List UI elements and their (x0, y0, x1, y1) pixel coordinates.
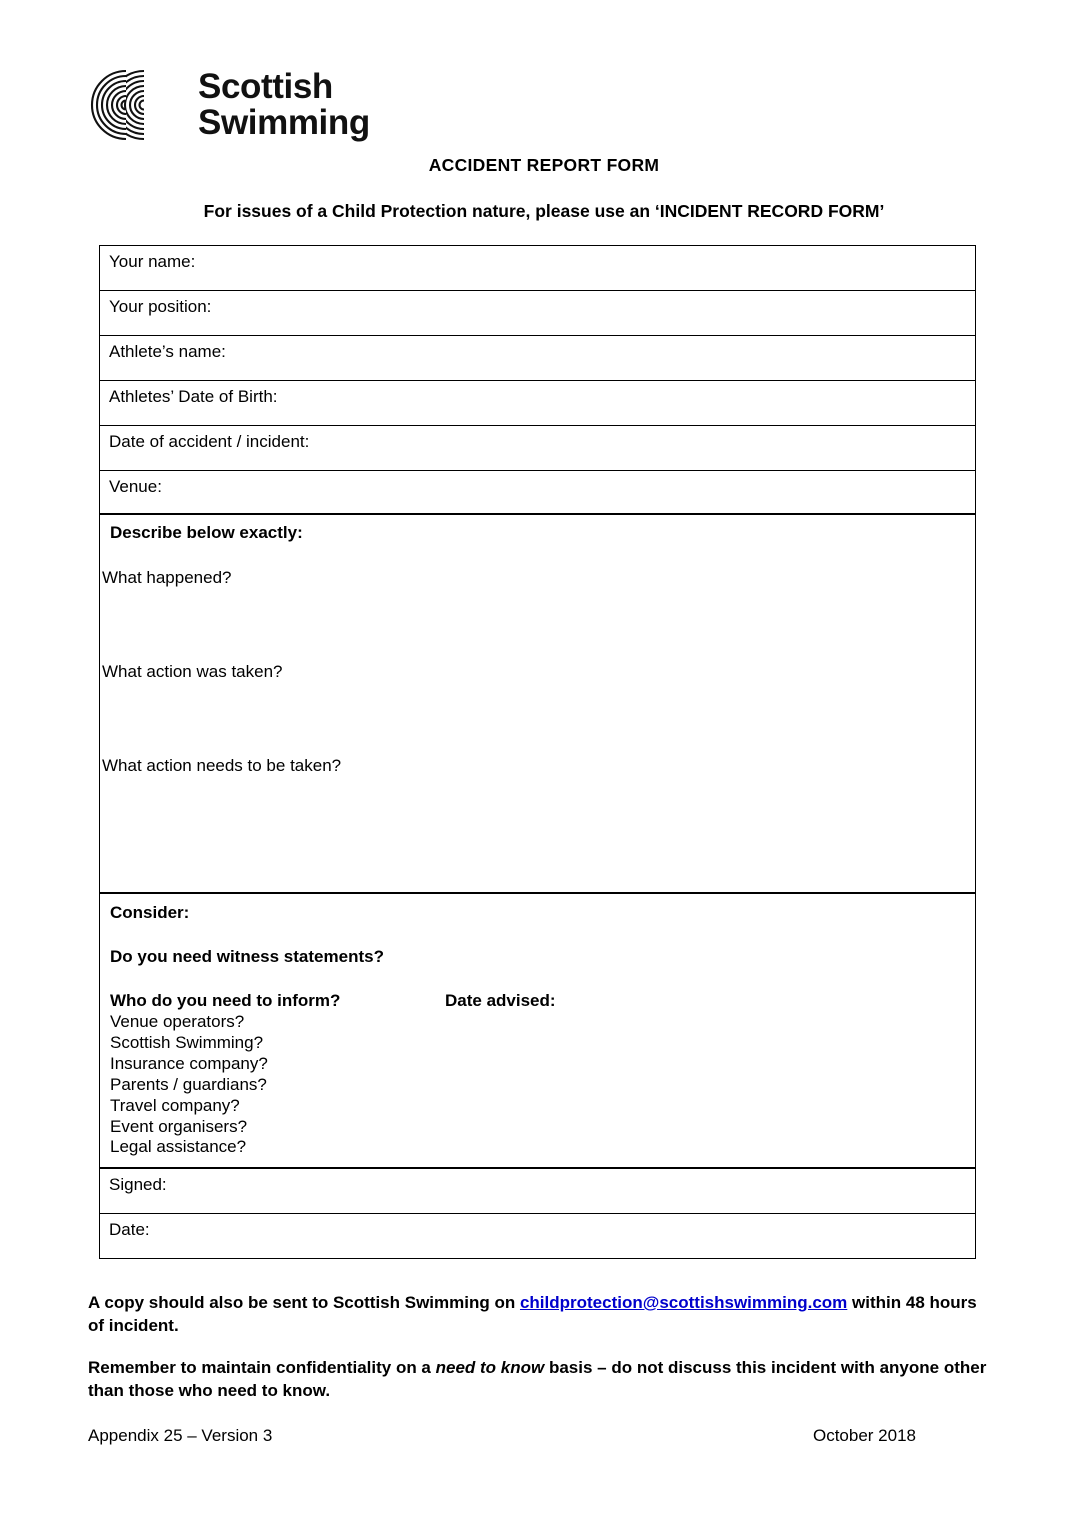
describe-question-what-happened: What happened? (102, 568, 232, 587)
table-row-signed (100, 1168, 976, 1214)
table-row-athlete-name (100, 336, 976, 381)
list-item[interactable]: Insurance company? (110, 1053, 268, 1073)
copy-notice-part2: within 48 hours of incident. (88, 1293, 977, 1335)
list-item[interactable]: Parents / guardians? (110, 1074, 267, 1094)
list-item[interactable]: Venue operators? (110, 1012, 245, 1031)
page-title-text: ACCIDENT REPORT FORM (428, 155, 660, 175)
organisation-logo (88, 55, 370, 155)
field-cell-date-of-accident[interactable] (100, 426, 976, 471)
table-row-describe (100, 514, 976, 893)
field-label-athlete-name: Athlete’s name: (109, 342, 226, 361)
page-footer (88, 1426, 916, 1446)
copy-notice (88, 1292, 993, 1338)
field-label-venue: Venue: (109, 477, 162, 496)
describe-section-cell[interactable] (100, 514, 976, 893)
table-row-date (100, 1214, 976, 1259)
scottish-swimming-ss-monogram-icon (88, 55, 184, 155)
field-label-your-position: Your position: (109, 297, 212, 316)
inform-heading: Who do you need to inform? (110, 991, 341, 1010)
field-cell-athlete-dob[interactable] (100, 381, 976, 426)
date-advised-heading: Date advised: (445, 991, 556, 1010)
footer-version: Appendix 25 – Version 3 (88, 1426, 273, 1445)
field-cell-your-name[interactable] (100, 246, 976, 291)
table-row-athlete-dob (100, 381, 976, 426)
describe-question-action-needed: What action needs to be taken? (102, 756, 342, 775)
field-cell-your-position[interactable] (100, 291, 976, 336)
confidentiality-notice (88, 1357, 993, 1403)
list-item[interactable]: Travel company? (110, 1095, 240, 1115)
field-label-signed: Signed: (109, 1175, 167, 1194)
describe-question-action-taken: What action was taken? (102, 662, 283, 681)
witness-statements-question: Do you need witness statements? (110, 947, 384, 966)
field-cell-athlete-name[interactable] (100, 336, 976, 381)
page-title (0, 155, 1088, 176)
copy-notice-part1: A copy should also be sent to Scottish Swimming on (88, 1293, 520, 1312)
childprotection-email-link[interactable]: childprotection@scottishswimming.com (519, 1293, 848, 1312)
field-cell-venue[interactable] (100, 471, 976, 515)
table-row-consider (100, 893, 976, 1168)
inform-options-list (110, 1012, 268, 1158)
describe-heading: Describe below exactly: (110, 523, 303, 542)
field-label-your-name: Your name: (109, 252, 196, 271)
table-row-date-of-accident (100, 426, 976, 471)
confidentiality-part2: basis – do not discuss this incident with anyone other than those who need to know. (88, 1358, 987, 1400)
field-cell-date[interactable] (100, 1214, 976, 1259)
consider-section-cell[interactable] (100, 893, 976, 1168)
logo-wordmark-line2: Swimming (198, 103, 370, 142)
table-row-venue (100, 471, 976, 515)
field-label-date-of-accident: Date of accident / incident: (109, 432, 310, 451)
confidentiality-emphasis: need to know (435, 1358, 545, 1377)
confidentiality-part1: Remember to maintain confidentiality on a (88, 1358, 436, 1377)
list-item[interactable]: Event organisers? (110, 1116, 248, 1136)
logo-wordmark (198, 66, 370, 142)
list-item[interactable]: Scottish Swimming? (110, 1032, 264, 1052)
page-subtitle: For issues of a Child Protection nature, please use an ‘INCIDENT RECORD FORM’ (203, 201, 885, 221)
list-item[interactable]: Legal assistance? (110, 1137, 247, 1157)
field-label-date: Date: (109, 1220, 150, 1239)
consider-heading: Consider: (110, 903, 190, 922)
footer-date: October 2018 (812, 1426, 916, 1445)
logo-wordmark-line1: Scottish (198, 66, 333, 106)
field-cell-signed[interactable] (100, 1168, 976, 1214)
field-label-athlete-dob: Athletes’ Date of Birth: (109, 387, 278, 406)
table-row-your-position (100, 291, 976, 336)
table-row-your-name (100, 246, 976, 291)
accident-report-table (99, 245, 976, 1259)
